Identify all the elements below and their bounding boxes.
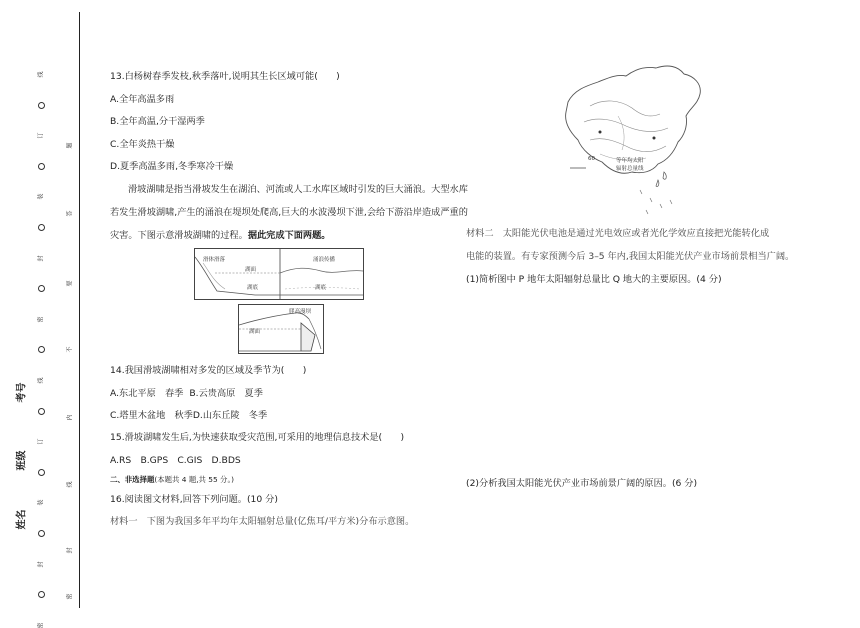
warning-marker: 线 bbox=[66, 481, 74, 488]
q15-stem: 15.滑坡湖啸发生后,为快速获取受灾范围,可采用的地理信息技术是( ) bbox=[110, 432, 405, 443]
binding-circle-icon bbox=[38, 102, 45, 109]
binding-marker: 线 bbox=[37, 377, 45, 384]
q14-option-d: D.山东丘陵 冬季 bbox=[192, 410, 268, 421]
warning-marker: 要 bbox=[66, 280, 74, 287]
binding-circle-icon bbox=[38, 591, 45, 598]
q13-stem: 13.白杨树春季发枝,秋季落叶,说明其生长区域可能( ) bbox=[110, 71, 340, 82]
binding-circle-icon bbox=[38, 224, 45, 231]
binding-marker: 密 bbox=[37, 316, 45, 323]
q13-option-b: B.全年高温,分干湿两季 bbox=[110, 116, 205, 127]
section-2-title: 二、非选择题 bbox=[110, 475, 155, 484]
warning-marker: 内 bbox=[66, 414, 74, 421]
q15-options: A.RS B.GPS C.GIS D.BDS bbox=[110, 455, 241, 466]
name-label: 姓名 bbox=[16, 509, 28, 530]
binding-marker: 线 bbox=[37, 71, 45, 78]
map-legend-line-1: 等年均太阳 bbox=[616, 158, 644, 164]
material-2-line-1: 材料二 太阳能光伏电池是通过光电效应或者光化学效应直接把光能转化成 bbox=[466, 228, 770, 239]
binding-marker: 封 bbox=[37, 255, 45, 262]
q14-options-cd bbox=[110, 410, 267, 422]
warning-marker: 密 bbox=[66, 593, 74, 600]
material-1: 材料一 下图为我国多年平均年太阳辐射总量(亿焦耳/平方米)分布示意图。 bbox=[110, 516, 415, 527]
q16-stem: 16.阅读图文材料,回答下列问题。(10 分) bbox=[110, 494, 278, 505]
binding-marker: 订 bbox=[37, 438, 45, 445]
binding-circle-icon bbox=[38, 408, 45, 415]
q16-part-1: (1)简析图中 P 地年太阳辐射总量比 Q 地大的主要原因。(4 分) bbox=[466, 274, 722, 285]
label-bottom-2: 湖底 bbox=[315, 285, 327, 291]
margin-divider bbox=[79, 12, 80, 608]
binding-marker: 装 bbox=[37, 499, 45, 506]
china-radiation-map bbox=[560, 60, 710, 222]
passage-tail: 据此完成下面两题。 bbox=[247, 230, 331, 241]
landslide-figure-top bbox=[194, 248, 364, 300]
landslide-figure-bottom bbox=[238, 304, 324, 354]
warning-marker: 答 bbox=[66, 210, 74, 217]
binding-circle-icon bbox=[38, 469, 45, 476]
binding-marker: 密 bbox=[37, 622, 45, 628]
label-slide: 滑体滑落 bbox=[203, 257, 226, 263]
exam-number-label: 考号 bbox=[16, 382, 28, 403]
label-bottom-1: 湖底 bbox=[247, 285, 259, 291]
map-legend-value: 60 bbox=[588, 156, 595, 162]
map-legend-line-2: 辐射总量线 bbox=[616, 166, 644, 172]
binding-circle-icon bbox=[38, 346, 45, 353]
q14-stem: 14.我国滑坡湖啸相对多发的区域及季节为( ) bbox=[110, 365, 307, 376]
class-label: 班级 bbox=[16, 450, 28, 471]
passage bbox=[110, 178, 470, 247]
label-climb: 爬高漫坝 bbox=[289, 309, 312, 315]
material-2-line-2: 电能的装置。有专家预测今后 3–5 年内,我国太阳能光伏产业市场前景相当广阔。 bbox=[466, 251, 795, 262]
binding-margin bbox=[0, 0, 80, 628]
warning-marker: 题 bbox=[66, 142, 74, 149]
binding-marker: 装 bbox=[37, 193, 45, 200]
binding-marker: 封 bbox=[37, 561, 45, 568]
section-2-heading bbox=[110, 474, 234, 486]
binding-circle-icon bbox=[38, 285, 45, 292]
passage-text: 滑坡湖啸是指当滑坡发生在湖泊、河流或人工水库区域时引发的巨大涌浪。大型水库若发生滑坡湖啸,产生的涌浪在堤坝处爬高,巨大的水波漫坝下泄,会给下游沿岸造成严重的灾害。下图示意滑坡湖啸的过程。 bbox=[110, 184, 468, 241]
label-surface-2: 湖面 bbox=[249, 329, 261, 335]
binding-circle-icon bbox=[38, 530, 45, 537]
warning-marker: 不 bbox=[66, 346, 74, 353]
section-2-note: (本题共 4 题,共 55 分。) bbox=[154, 475, 235, 484]
q14-option-c: C.塔里木盆地 秋季 bbox=[110, 410, 193, 421]
binding-marker: 订 bbox=[37, 132, 45, 139]
q13-option-d: D.夏季高温多雨,冬季寒冷干燥 bbox=[110, 161, 234, 172]
q14-options-ab bbox=[110, 388, 263, 400]
q14-option-a: A.东北平原 春季 bbox=[110, 388, 184, 399]
q13-option-c: C.全年炎热干燥 bbox=[110, 139, 175, 150]
binding-circle-icon bbox=[38, 163, 45, 170]
china-map-outline bbox=[560, 60, 710, 222]
label-wave: 涌浪传播 bbox=[313, 257, 336, 263]
warning-marker: 封 bbox=[66, 547, 74, 554]
q14-option-b: B.云贵高原 夏季 bbox=[189, 388, 263, 399]
q16-part-2: (2)分析我国太阳能光伏产业市场前景广阔的原因。(6 分) bbox=[466, 478, 698, 489]
q13-option-a: A.全年高温多雨 bbox=[110, 94, 175, 105]
label-surface-1: 湖面 bbox=[245, 267, 257, 273]
